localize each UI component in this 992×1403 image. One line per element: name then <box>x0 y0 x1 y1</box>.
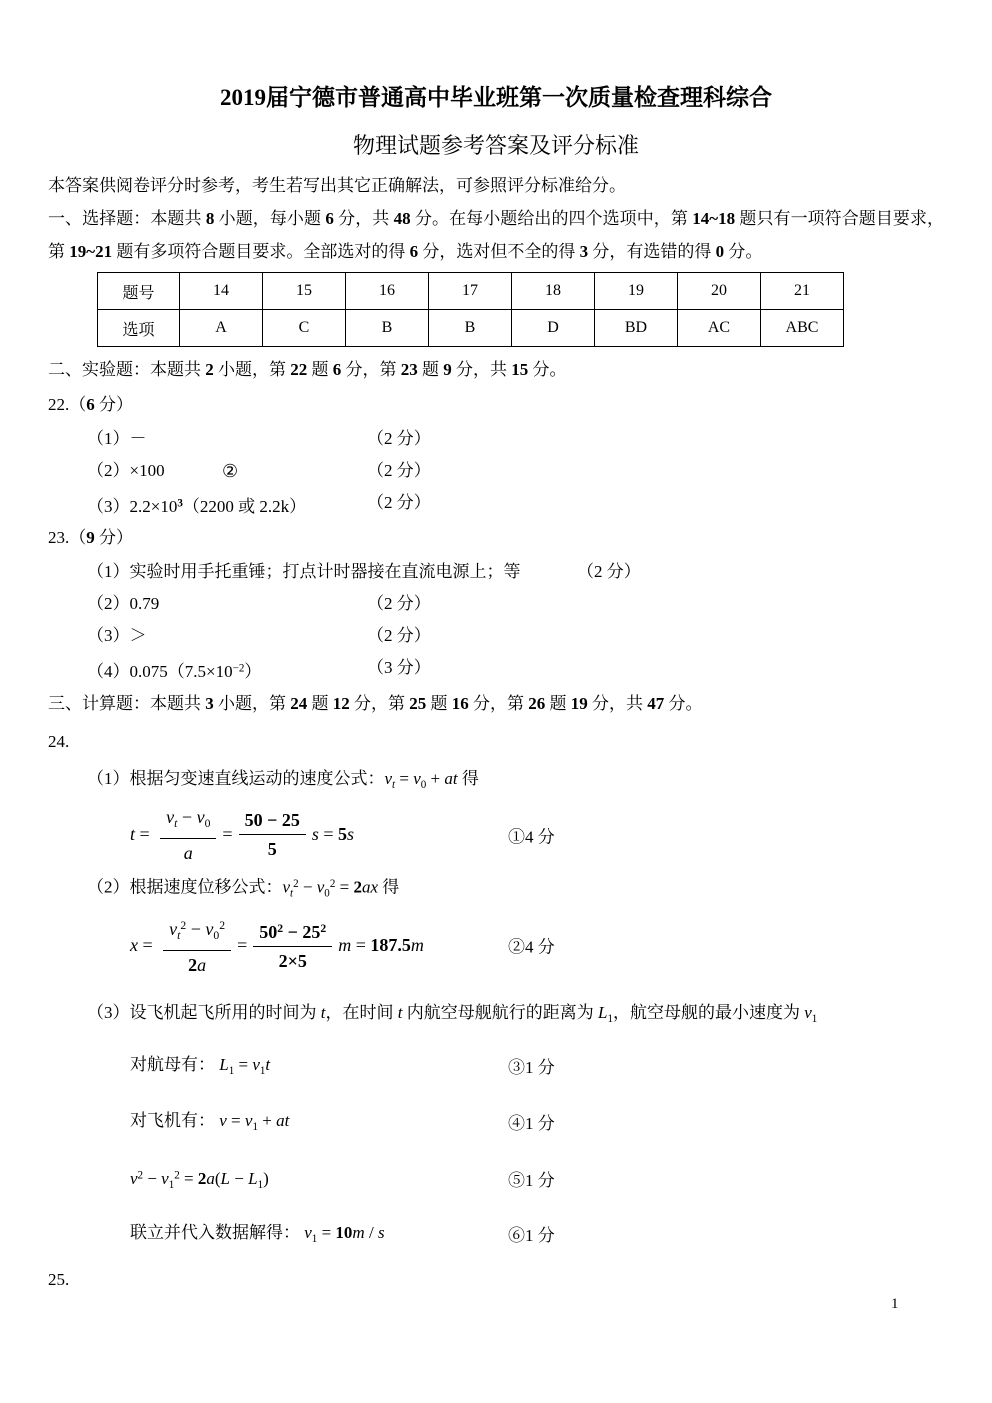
qnum-cell: 19 <box>595 273 678 310</box>
grader-note: 本答案供阅卷评分时参考，考生若写出其它正确解法，可参照评分标准给分。 <box>48 176 626 195</box>
row-label-qnum: 题号 <box>98 273 180 310</box>
q22-item-3-answer: $(3)2.2\times 10^3(2200$ 或 2.2k） <box>87 496 307 516</box>
carrier-score: ③1 分 <box>508 1058 555 1078</box>
eq2-equals: = <box>237 934 248 955</box>
q23-item-4 <box>87 652 944 684</box>
eq1-result: s = 5s <box>311 824 355 845</box>
q23-item-3-score: （2 分） <box>367 626 431 645</box>
qnum-cell: 14 <box>180 273 263 310</box>
q24-plane-equation <box>130 1108 944 1140</box>
carrier-formula: $L_1 = v_1t$ <box>219 1055 271 1077</box>
q22-item-2-answer: （2）×100 <box>87 461 165 480</box>
answer-cell: ABC <box>761 310 844 347</box>
eq1-score: ①4 分 <box>508 827 555 847</box>
q24-velocity-equation <box>130 1163 944 1198</box>
q24-heading: 24. <box>48 732 70 751</box>
eq2-fraction-1: $\frac{v_t^2 - v_0^2}{2a}$ <box>163 915 231 976</box>
q24-part2-label: （2）根据速度位移公式：$v_t^2 - v_0^2 = 2ax$ 得 <box>87 877 400 900</box>
q23-heading: 23.（9 分） <box>48 528 133 547</box>
eq1-equals: = <box>222 824 233 845</box>
answer-cell: B <box>346 310 429 347</box>
q23-item-2-score: （2 分） <box>367 594 431 613</box>
eq2-score: ②4 分 <box>508 937 555 957</box>
velocity-formula: $v^2 - v_1^2 = 2a(L - L_1)$ <box>130 1169 269 1192</box>
section-choice-header: 一、选择题：本题共 8 小题，每小题 6 分，共 48 分。在每小题给出的四个选项中，第 14~18 题只有一项符合题目要求，第 19~21 题有多项符合题目要求。全部选对的得 6 分，选对但不全的得 3 分，有选错的得 0 分。 <box>48 209 945 261</box>
q24-equation-2 <box>130 914 944 976</box>
eq2-fraction-2: $\frac{50^2 - 25^2}{2\times 5}$ <box>253 918 332 972</box>
q23-item-4-score: （3 分） <box>367 658 431 677</box>
q24-part3-label: （3）设飞机起飞所用的时间为 t，在时间 t 内航空母舰航行的距离为 $L_1$，航空母舰的最小速度为 $v_1$ <box>87 1003 818 1026</box>
solution-label: 联立并代入数据解得： <box>130 1223 300 1243</box>
eq2-result: m = 187.5m <box>338 934 424 955</box>
q23-item-1-score: （2 分） <box>577 562 641 581</box>
q24-part1-label: （1）根据匀变速直线运动的速度公式：$v_t = v_0$ + at 得 <box>87 769 479 791</box>
q24-solution-equation <box>130 1220 944 1252</box>
plane-label: 对飞机有： <box>130 1110 215 1130</box>
answer-cell: A <box>180 310 263 347</box>
eq1-lhs: t = <box>130 824 155 845</box>
row-label-option: 选项 <box>98 310 180 347</box>
section-calc-header: 三、计算题：本题共 3 小题，第 24 题 12 分，第 25 题 16 分，第 26 题 19 分，共 47 分。 <box>48 694 703 713</box>
plane-formula: $v = v_1$ + at <box>219 1110 290 1133</box>
eq1-fraction-2: $\frac{50 - 25}{5}$ <box>239 809 306 860</box>
q22-item-1 <box>87 423 944 455</box>
qnum-cell: 16 <box>346 273 429 310</box>
q22-item-3 <box>87 487 944 519</box>
q22-item-1-answer: （1）－ <box>87 429 147 448</box>
answer-cell: B <box>429 310 512 347</box>
eq2-lhs: x = <box>130 934 158 955</box>
circled-2-answer: ② <box>222 461 239 481</box>
qnum-cell: 21 <box>761 273 844 310</box>
q22-item-1-score: （2 分） <box>367 429 431 448</box>
q22-item-3-score: （2 分） <box>367 493 431 512</box>
q25-heading: 25. <box>48 1270 70 1290</box>
qnum-cell: 17 <box>429 273 512 310</box>
q22-heading: 22.（6 分） <box>48 395 133 414</box>
q22-item-2-score: （2 分） <box>367 461 431 480</box>
q23-item-4-answer: $(4)0.075(7.5\times 10^{-2})$ <box>87 661 262 681</box>
q24-equation-1 <box>130 804 944 866</box>
answer-cell: C <box>263 310 346 347</box>
answer-table <box>97 272 844 347</box>
q24-carrier-equation <box>130 1052 944 1084</box>
q23-item-2-answer: （2）0.79 <box>87 594 160 613</box>
answer-table-answer-row <box>98 310 844 347</box>
q23-item-3 <box>87 620 944 652</box>
section-experiment-header: 二、实验题：本题共 2 小题，第 22 题 6 分，第 23 题 9 分，共 15 分。 <box>48 360 567 379</box>
q23-item-3-answer: （3）＞ <box>87 626 147 645</box>
q23-item-1-answer: （1）实验时用手托重锤；打点计时器接在直流电源上；等 <box>87 562 521 581</box>
velocity-score: ⑤1 分 <box>508 1170 555 1190</box>
qnum-cell: 15 <box>263 273 346 310</box>
qnum-cell: 20 <box>678 273 761 310</box>
doc-subtitle: 物理试题参考答案及评分标准 <box>352 133 639 158</box>
q22-item-2 <box>87 455 944 487</box>
eq1-fraction-1: $\frac{v_t - v_0}{a}$ <box>160 806 216 864</box>
q23-item-2 <box>87 588 944 620</box>
q23-item-1 <box>87 556 944 588</box>
doc-title: 2019届宁德市普通高中毕业班第一次质量检查理科综合 <box>220 85 772 110</box>
plane-score: ④1 分 <box>508 1113 555 1133</box>
solution-score: ⑥1 分 <box>508 1226 555 1246</box>
answer-cell: D <box>512 310 595 347</box>
answer-cell: AC <box>678 310 761 347</box>
carrier-label: 对航母有： <box>130 1055 215 1075</box>
page-number: 1 <box>891 1296 899 1312</box>
answer-cell: BD <box>595 310 678 347</box>
answer-table-number-row <box>98 273 844 310</box>
qnum-cell: 18 <box>512 273 595 310</box>
solution-formula: $v_1 = 10m / s$ <box>304 1223 385 1246</box>
